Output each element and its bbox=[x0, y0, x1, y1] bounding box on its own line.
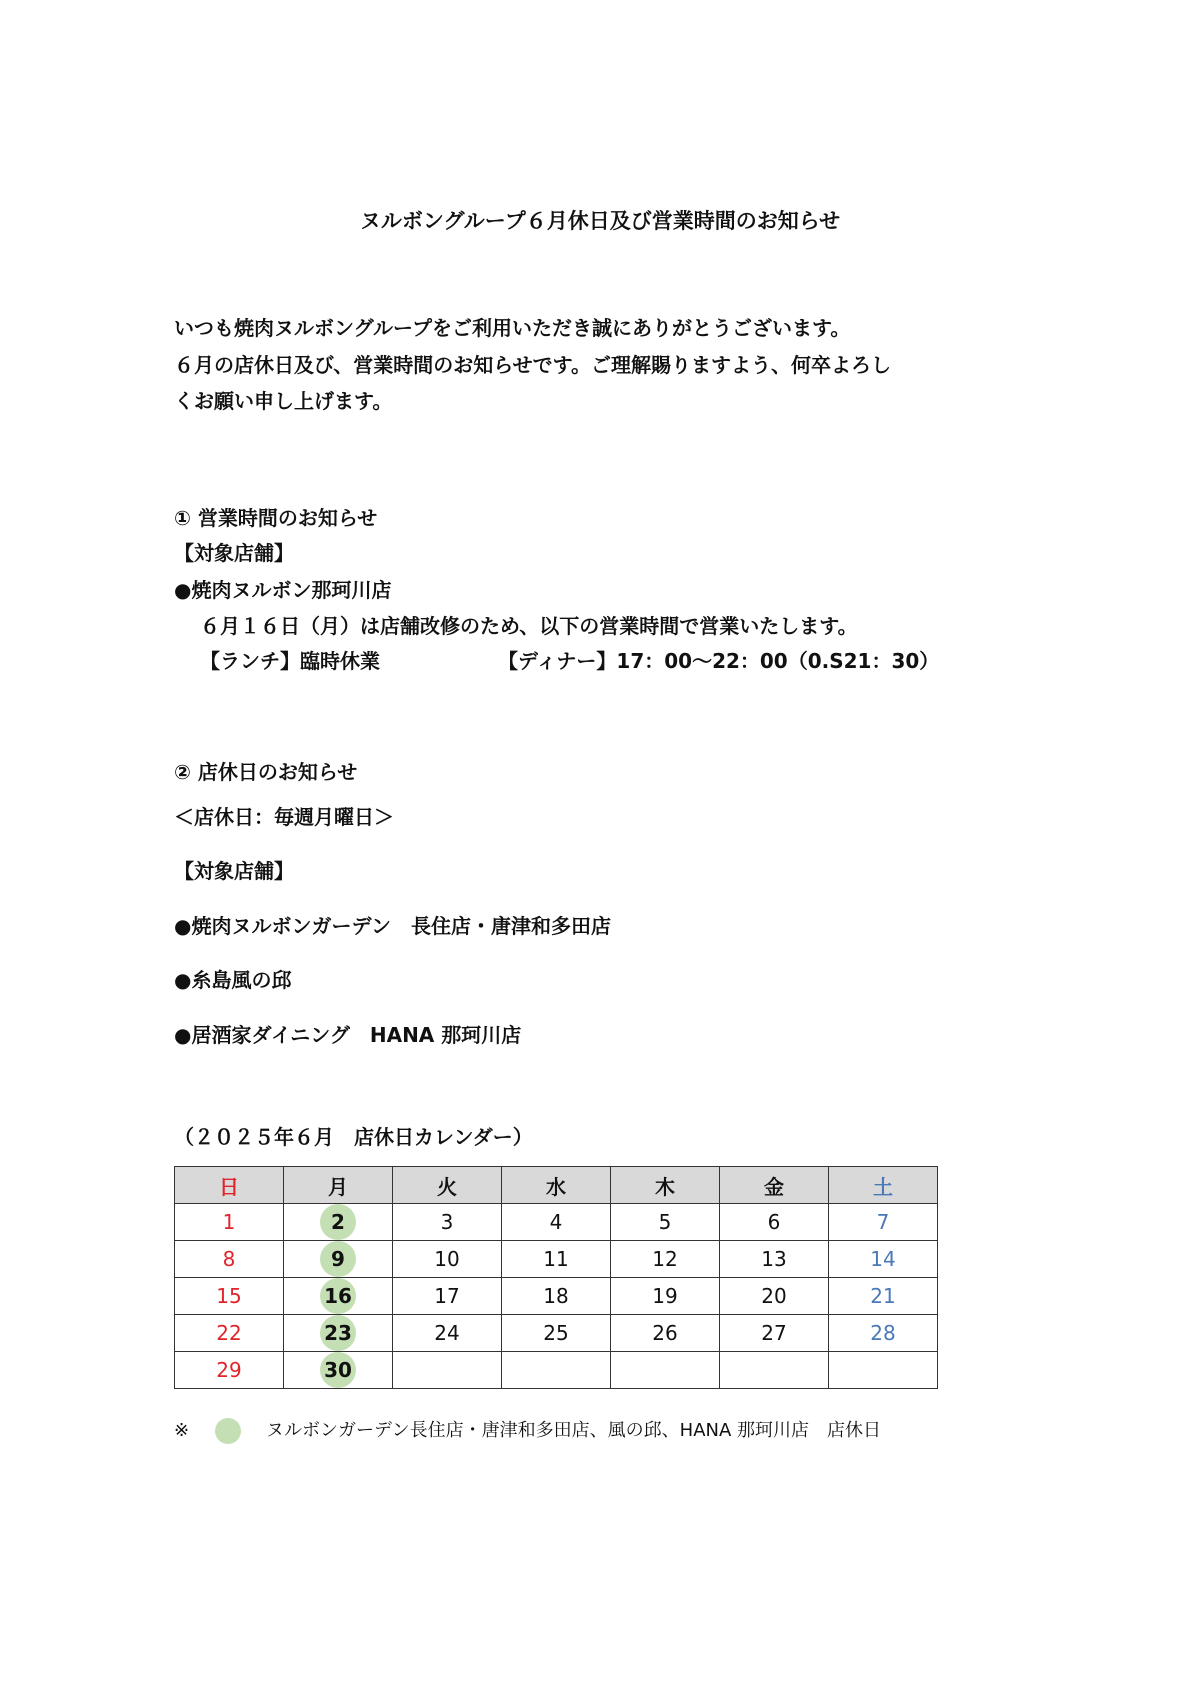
calendar-caption: （２０２５年６月 店休日カレンダー） bbox=[174, 1125, 533, 1149]
calendar-day-holiday bbox=[284, 1278, 393, 1315]
section2-store: ●焼肉ヌルボンガーデン 長住店・唐津和多田店 bbox=[174, 914, 612, 938]
reference-mark: ※ bbox=[174, 1420, 190, 1441]
calendar-day: 10 bbox=[393, 1241, 502, 1278]
page-title: ヌルボングループ６月休日及び営業時間のお知らせ bbox=[359, 209, 841, 233]
weekday-header: 土 bbox=[829, 1167, 938, 1204]
section1-store: ●焼肉ヌルボン那珂川店 bbox=[174, 578, 392, 602]
calendar-table bbox=[174, 1166, 938, 1389]
calendar-header-row bbox=[175, 1167, 938, 1204]
calendar-day: 13 bbox=[720, 1241, 829, 1278]
section1-notice: ６月１６日（月）は店舗改修のため、以下の営業時間で営業いたします。 bbox=[200, 614, 858, 638]
calendar-day-holiday bbox=[284, 1315, 393, 1352]
calendar-day-holiday bbox=[284, 1241, 393, 1278]
calendar-day: 4 bbox=[502, 1204, 611, 1241]
calendar-day: 8 bbox=[175, 1241, 284, 1278]
holiday-marker: 30 bbox=[320, 1352, 356, 1388]
weekday-header: 金 bbox=[720, 1167, 829, 1204]
calendar-day: 28 bbox=[829, 1315, 938, 1352]
section2-store: ●居酒家ダイニング HANA 那珂川店 bbox=[174, 1023, 522, 1047]
weekday-header: 月 bbox=[284, 1167, 393, 1204]
calendar-day: 26 bbox=[611, 1315, 720, 1352]
calendar-day bbox=[611, 1352, 720, 1389]
section1-lunch: 【ランチ】臨時休業 bbox=[200, 649, 380, 673]
calendar-week-row bbox=[175, 1278, 938, 1315]
calendar-day: 11 bbox=[502, 1241, 611, 1278]
calendar-day: 22 bbox=[175, 1315, 284, 1352]
section1-dinner: 【ディナー】17：00～22：00（0.S21：30） bbox=[498, 649, 940, 673]
calendar-day: 1 bbox=[175, 1204, 284, 1241]
calendar-week-row bbox=[175, 1241, 938, 1278]
intro-line-1: いつも焼肉ヌルボングループをご利用いただき誠にありがとうございます。 bbox=[174, 316, 851, 340]
holiday-marker: 9 bbox=[320, 1241, 356, 1277]
calendar-week-row bbox=[175, 1315, 938, 1352]
calendar-day: 6 bbox=[720, 1204, 829, 1241]
calendar-day: 5 bbox=[611, 1204, 720, 1241]
calendar-day: 19 bbox=[611, 1278, 720, 1315]
holiday-marker: 16 bbox=[320, 1278, 356, 1314]
calendar-day: 17 bbox=[393, 1278, 502, 1315]
calendar-day-holiday bbox=[284, 1204, 393, 1241]
calendar-day: 27 bbox=[720, 1315, 829, 1352]
calendar-day: 3 bbox=[393, 1204, 502, 1241]
holiday-legend-dot bbox=[215, 1418, 241, 1444]
legend-text: ヌルボンガーデン長住店・唐津和多田店、風の邱、HANA 那珂川店 店休日 bbox=[266, 1420, 882, 1441]
weekday-header: 火 bbox=[393, 1167, 502, 1204]
calendar-day: 20 bbox=[720, 1278, 829, 1315]
calendar-day bbox=[393, 1352, 502, 1389]
weekday-header: 木 bbox=[611, 1167, 720, 1204]
calendar-day: 15 bbox=[175, 1278, 284, 1315]
intro-line-3: くお願い申し上げます。 bbox=[174, 389, 393, 413]
legend-note bbox=[174, 1416, 881, 1444]
holiday-marker: 2 bbox=[320, 1204, 356, 1240]
section1-target-label: 【対象店舗】 bbox=[174, 541, 294, 565]
calendar-day: 18 bbox=[502, 1278, 611, 1315]
calendar-day bbox=[720, 1352, 829, 1389]
intro-line-2: ６月の店休日及び、営業時間のお知らせです。ご理解賜りますよう、何卒よろし bbox=[174, 353, 891, 377]
calendar-week-row bbox=[175, 1352, 938, 1389]
calendar-day: 25 bbox=[502, 1315, 611, 1352]
calendar-day: 14 bbox=[829, 1241, 938, 1278]
calendar-day: 7 bbox=[829, 1204, 938, 1241]
weekday-header: 水 bbox=[502, 1167, 611, 1204]
section2-closed-days: ＜店休日：毎週月曜日＞ bbox=[174, 805, 394, 829]
calendar-day: 21 bbox=[829, 1278, 938, 1315]
section2-target-label: 【対象店舗】 bbox=[174, 859, 294, 883]
section2-heading: ② 店休日のお知らせ bbox=[174, 760, 358, 784]
weekday-header: 日 bbox=[175, 1167, 284, 1204]
calendar-day: 24 bbox=[393, 1315, 502, 1352]
calendar-week-row bbox=[175, 1204, 938, 1241]
section2-store: ●糸島風の邱 bbox=[174, 968, 292, 992]
calendar-day: 12 bbox=[611, 1241, 720, 1278]
calendar-day-holiday bbox=[284, 1352, 393, 1389]
holiday-marker: 23 bbox=[320, 1315, 356, 1351]
calendar-day bbox=[502, 1352, 611, 1389]
calendar-day: 29 bbox=[175, 1352, 284, 1389]
calendar-day bbox=[829, 1352, 938, 1389]
section1-heading: ① 営業時間のお知らせ bbox=[174, 506, 378, 530]
